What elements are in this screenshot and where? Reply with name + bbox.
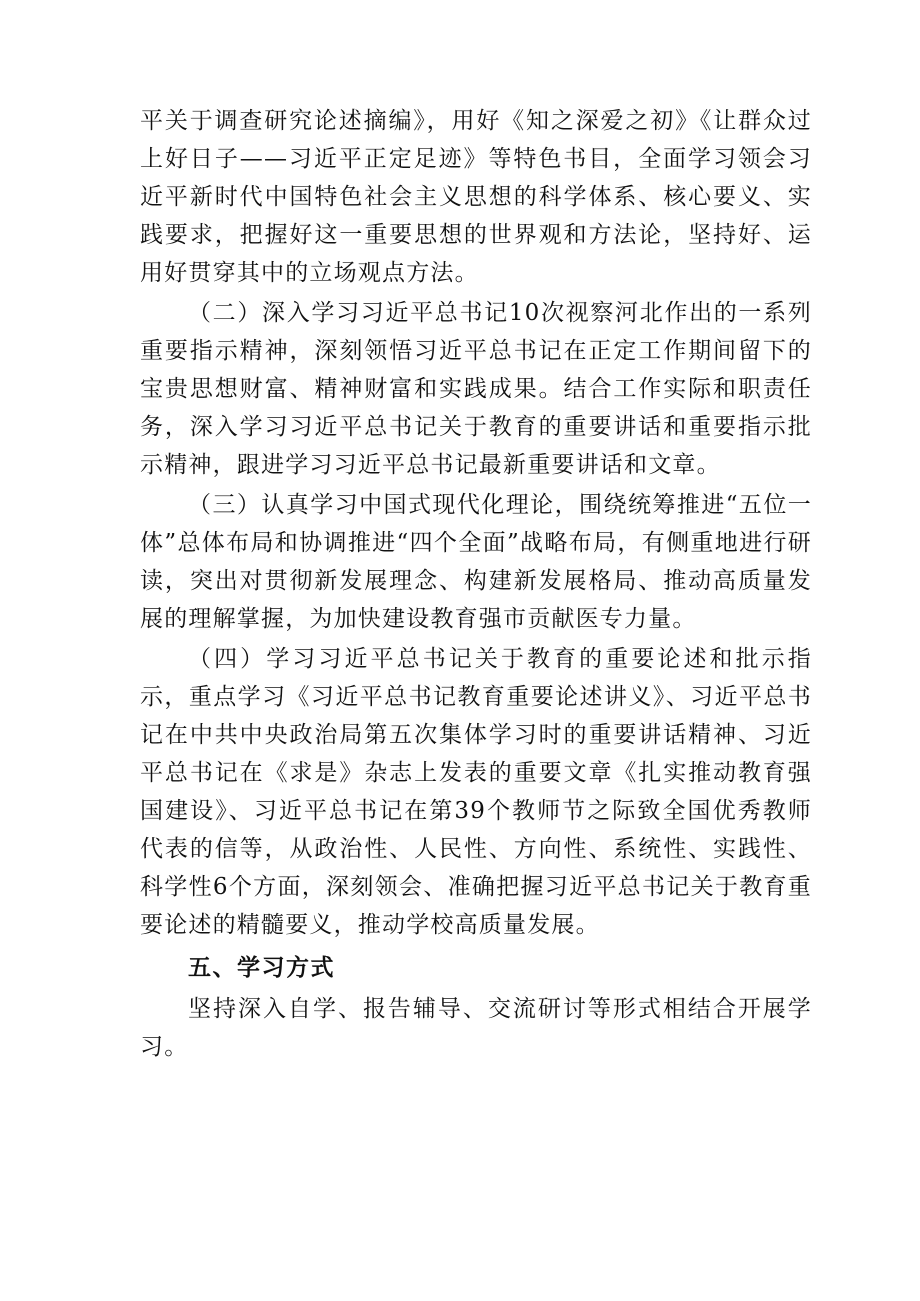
paragraph-item-3: （三）认真学习中国式现代化理论，围绕统筹推进“五位一体”总体布局和协调推进“四个全面”战略布局，有侧重地进行研读，突出对贯彻新发展理念、构建新发展格局、推动高质量发展的理解掌握，为加快建设教育强市贡献医专力量。 [140,492,812,632]
paragraph-study-method: 坚持深入自学、报告辅导、交流研讨等形式相结合开展学习。 [140,996,812,1060]
section-heading: 五、学习方式 [188,955,335,981]
paragraph-item-4: （四）学习习近平总书记关于教育的重要论述和批示指示，重点学习《习近平总书记教育重要论述讲义》、习近平总书记在中共中央政治局第五次集体学习时的重要讲话精神、习近平总书记在《求是》杂志上发表的重要文章《扎实推动教育强国建设》、习近平总书记在第39个教师节之际致全国优秀教师代表的信等，从政治性、人民性、方向性、系统性、实践性、科学性6个方面，深刻领会、准确把握习近平总书记关于教育重要论述的精髓要义，推动学校高质量发展。 [140,646,812,938]
paragraph-item-2: （二）深入学习习近平总书记10次视察河北作出的一系列重要指示精神，深刻领悟习近平总书记在正定工作期间留下的宝贵思想财富、精神财富和实践成果。结合工作实际和职责任务，深入学习习近平总书记关于教育的重要讲话和重要指示批示精神，跟进学习习近平总书记最新重要讲话和文章。 [140,300,812,478]
paragraph-continued: 平关于调查研究论述摘编》，用好《知之深爱之初》《让群众过上好日子——习近平正定足迹》等特色书目，全面学习领会习近平新时代中国特色社会主义思想的科学体系、核心要义、实践要求，把握好这一重要思想的世界观和方法论，坚持好、运用好贯穿其中的立场观点方法。 [140,108,812,286]
document-page [140,102,812,1066]
